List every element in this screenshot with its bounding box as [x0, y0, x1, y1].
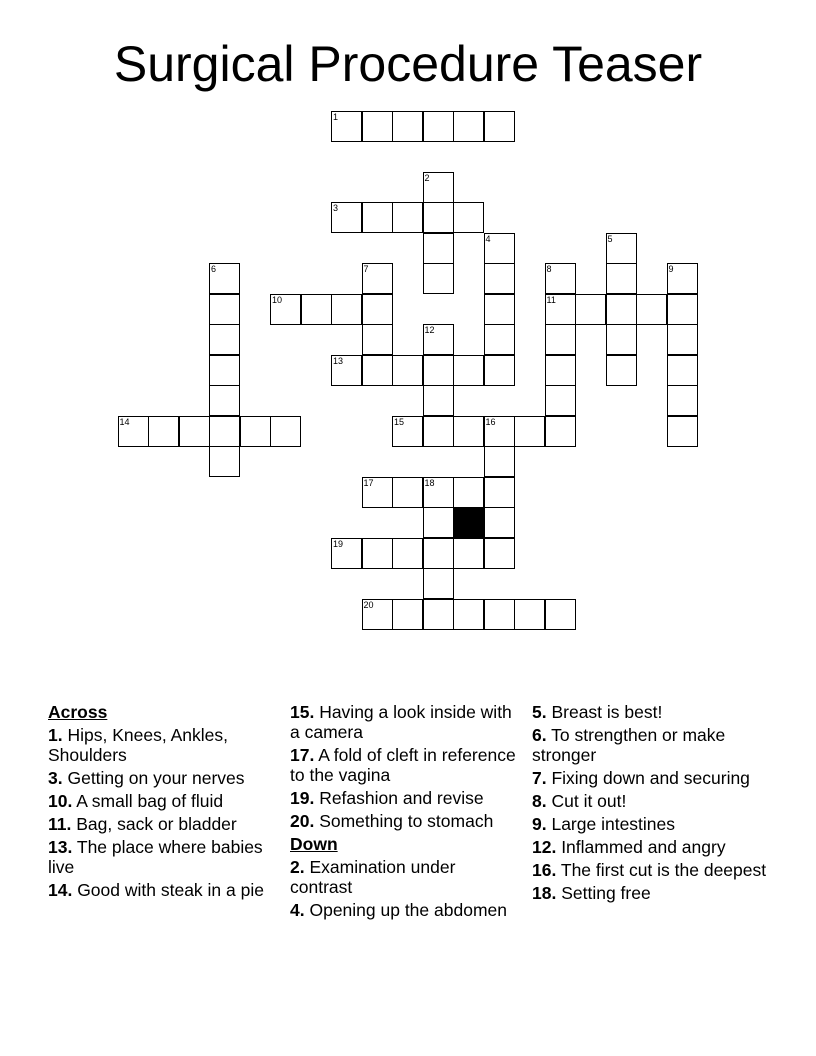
clue-number: 18. [532, 883, 557, 903]
crossword-cell[interactable] [362, 538, 393, 569]
crossword-cell[interactable] [209, 446, 240, 477]
clue-number: 17. [290, 745, 315, 765]
clue-down-12 [532, 837, 772, 857]
clue-down-6 [532, 725, 772, 765]
clue-number: 14. [48, 880, 73, 900]
crossword-cell[interactable] [209, 294, 240, 325]
crossword-cell[interactable] [423, 568, 454, 599]
clue-down-5 [532, 702, 772, 722]
crossword-cell[interactable] [484, 111, 515, 142]
crossword-cell[interactable] [453, 111, 484, 142]
clue-number: 20. [290, 811, 315, 831]
crossword-cell[interactable] [209, 355, 240, 386]
cell-number: 20 [363, 599, 374, 610]
crossword-cell[interactable] [392, 599, 423, 630]
clue-text: Large intestines [546, 814, 676, 834]
crossword-cell[interactable] [575, 294, 606, 325]
clue-text: Getting on your nerves [62, 768, 245, 788]
crossword-cell[interactable] [331, 202, 362, 233]
clue-number: 7. [532, 768, 547, 788]
clues-column-3 [532, 702, 772, 906]
cell-number: 19 [333, 538, 344, 549]
crossword-cell[interactable] [209, 263, 240, 294]
crossword-cell[interactable] [331, 355, 362, 386]
crossword-cell[interactable] [453, 355, 484, 386]
clue-number: 11. [48, 814, 72, 834]
clue-number: 16. [532, 860, 557, 880]
crossword-cell[interactable] [331, 111, 362, 142]
crossword-cell[interactable] [484, 416, 515, 447]
crossword-cell[interactable] [545, 416, 576, 447]
page-title: Surgical Procedure Teaser [113, 36, 703, 92]
crossword-cell[interactable] [392, 111, 423, 142]
crossword-cell[interactable] [667, 416, 698, 447]
crossword-cell[interactable] [423, 416, 454, 447]
crossword-cell[interactable] [484, 233, 515, 264]
crossword-cell[interactable] [636, 294, 667, 325]
crossword-cell[interactable] [179, 416, 210, 447]
crossword-cell[interactable] [667, 385, 698, 416]
crossword-cell[interactable] [423, 324, 454, 355]
crossword-cell[interactable] [362, 111, 393, 142]
cell-number: 9 [668, 264, 674, 274]
clue-number: 5. [532, 702, 547, 722]
crossword-cell[interactable] [209, 385, 240, 416]
clue-number: 6. [532, 725, 547, 745]
crossword-cell[interactable] [545, 355, 576, 386]
crossword-cell[interactable] [423, 385, 454, 416]
clue-number: 12. [532, 837, 557, 857]
crossword-cell[interactable] [392, 416, 423, 447]
clue-text: The place where babies live [48, 837, 263, 877]
clue-across-15 [290, 702, 522, 742]
clue-text: Hips, Knees, Ankles, Shoulders [48, 725, 228, 765]
cell-number: 12 [424, 325, 435, 335]
crossword-cell[interactable] [423, 111, 454, 142]
crossword-cell[interactable] [484, 477, 515, 508]
clue-text: A fold of cleft in reference to the vagina [290, 745, 516, 785]
clue-text: Breast is best! [546, 702, 663, 722]
clue-number: 1. [48, 725, 63, 745]
clue-text: Fixing down and securing [546, 768, 750, 788]
clue-across-1 [48, 725, 276, 765]
crossword-cell[interactable] [362, 477, 393, 508]
crossword-cell[interactable] [545, 263, 576, 294]
cell-number: 11 [546, 294, 556, 305]
clue-text: Good with steak in a pie [72, 880, 264, 900]
cell-number: 10 [272, 294, 283, 305]
crossword-cell[interactable] [392, 355, 423, 386]
crossword-cell[interactable] [667, 263, 698, 294]
crossword-cell[interactable] [545, 294, 576, 325]
crossword-cell[interactable] [453, 416, 484, 447]
clue-number: 3. [48, 768, 63, 788]
clue-text: Bag, sack or bladder [71, 814, 237, 834]
crossword-cell[interactable] [392, 477, 423, 508]
crossword-cell[interactable] [362, 355, 393, 386]
crossword-cell[interactable] [453, 202, 484, 233]
crossword-cell[interactable] [362, 263, 393, 294]
clue-number: 10. [48, 791, 73, 811]
clue-across-20 [290, 811, 522, 831]
clue-text: Setting free [556, 883, 651, 903]
cell-number: 7 [363, 264, 369, 274]
clue-text: A small bag of fluid [72, 791, 224, 811]
cell-number: 15 [394, 416, 405, 427]
clue-across-10 [48, 791, 276, 811]
clue-down-16 [532, 860, 772, 880]
cell-number: 18 [424, 477, 435, 488]
crossword-cell[interactable] [331, 538, 362, 569]
crossword-cell[interactable] [514, 599, 545, 630]
crossword-cell[interactable] [209, 416, 240, 447]
crossword-cell[interactable] [606, 324, 637, 355]
clue-down-9 [532, 814, 772, 834]
crossword-cell[interactable] [362, 324, 393, 355]
crossword-cell[interactable] [484, 507, 515, 538]
clue-number: 9. [532, 814, 547, 834]
crossword-cell[interactable] [484, 294, 515, 325]
cell-number: 2 [424, 172, 430, 183]
crossword-cell[interactable] [606, 294, 637, 325]
clue-text: Something to stomach [314, 811, 494, 831]
crossword-cell[interactable] [301, 294, 332, 325]
crossword-cell[interactable] [514, 416, 545, 447]
clue-down-18 [532, 883, 772, 903]
crossword-cell[interactable] [484, 263, 515, 294]
crossword-cell[interactable] [423, 263, 454, 294]
crossword-cell[interactable] [606, 263, 637, 294]
crossword-cell[interactable] [362, 599, 393, 630]
crossword-cell[interactable] [362, 202, 393, 233]
crossword-cell[interactable] [209, 324, 240, 355]
clue-text: Having a look inside with a camera [290, 702, 512, 742]
clue-number: 8. [532, 791, 547, 811]
crossword-cell[interactable] [240, 416, 271, 447]
crossword-cell[interactable] [331, 294, 362, 325]
crossword-cell[interactable] [545, 324, 576, 355]
crossword-cell[interactable] [423, 507, 454, 538]
clue-across-19 [290, 788, 522, 808]
crossword-cell[interactable] [545, 599, 576, 630]
crossword-cell[interactable] [453, 477, 484, 508]
crossword-cell[interactable] [484, 446, 515, 477]
clue-down-2 [290, 857, 522, 897]
crossword-cell[interactable] [484, 538, 515, 569]
crossword-cell[interactable] [453, 599, 484, 630]
clue-text: Cut it out! [546, 791, 627, 811]
crossword-cell[interactable] [423, 599, 454, 630]
clue-number: 2. [290, 857, 305, 877]
crossword-cell[interactable] [270, 416, 301, 447]
clue-text: The first cut is the deepest [556, 860, 767, 880]
across-heading: Across [48, 702, 108, 722]
clue-text: Opening up the abdomen [304, 900, 507, 920]
cell-number: 1 [333, 111, 339, 122]
crossword-cell[interactable] [423, 538, 454, 569]
crossword-cell[interactable] [667, 355, 698, 386]
cell-number: 16 [485, 416, 496, 427]
crossword-cell[interactable] [484, 324, 515, 355]
crossword-cell[interactable] [545, 385, 576, 416]
crossword-cell[interactable] [484, 599, 515, 630]
crossword-cell[interactable] [392, 202, 423, 233]
crossword-cell[interactable] [423, 355, 454, 386]
clue-number: 15. [290, 702, 315, 722]
clues-column-2 [290, 702, 522, 923]
cell-number: 5 [607, 233, 613, 244]
clue-number: 13. [48, 837, 73, 857]
clue-across-11 [48, 814, 276, 834]
clue-text: Refashion and revise [314, 788, 484, 808]
crossword-cell[interactable] [270, 294, 301, 325]
crossword-cell[interactable] [118, 416, 149, 447]
clue-across-13 [48, 837, 276, 877]
clue-across-14 [48, 880, 276, 900]
down-heading: Down [290, 834, 338, 854]
crossword-cell[interactable] [606, 233, 637, 264]
clue-text: Examination under contrast [290, 857, 456, 897]
cell-number: 13 [333, 355, 344, 366]
clue-text: Inflammed and angry [556, 837, 726, 857]
clue-number: 4. [290, 900, 305, 920]
cell-number: 6 [211, 264, 217, 274]
clue-across-17 [290, 745, 522, 785]
crossword-cell[interactable] [423, 202, 454, 233]
crossword-cell[interactable] [423, 233, 454, 264]
cell-number: 8 [546, 264, 552, 274]
clue-down-8 [532, 791, 772, 811]
clue-down-7 [532, 768, 772, 788]
clue-down-4 [290, 900, 522, 920]
crossword-cell[interactable] [484, 355, 515, 386]
cell-number: 14 [119, 416, 130, 427]
crossword-cell[interactable] [362, 294, 393, 325]
crossword-cell[interactable] [423, 477, 454, 508]
black-cell [453, 507, 484, 538]
cell-number: 3 [333, 203, 339, 213]
crossword-cell[interactable] [392, 538, 423, 569]
crossword-cell[interactable] [606, 355, 637, 386]
crossword-cell[interactable] [667, 294, 698, 325]
cell-number: 17 [363, 477, 374, 488]
crossword-cell[interactable] [667, 324, 698, 355]
crossword-cell[interactable] [148, 416, 179, 447]
clue-number: 19. [290, 788, 315, 808]
clue-text: To strengthen or make stronger [532, 725, 726, 765]
clues-column-1 [48, 702, 276, 903]
crossword-cell[interactable] [453, 538, 484, 569]
crossword-cell[interactable] [423, 172, 454, 203]
cell-number: 4 [485, 233, 491, 244]
clue-across-3 [48, 768, 276, 788]
